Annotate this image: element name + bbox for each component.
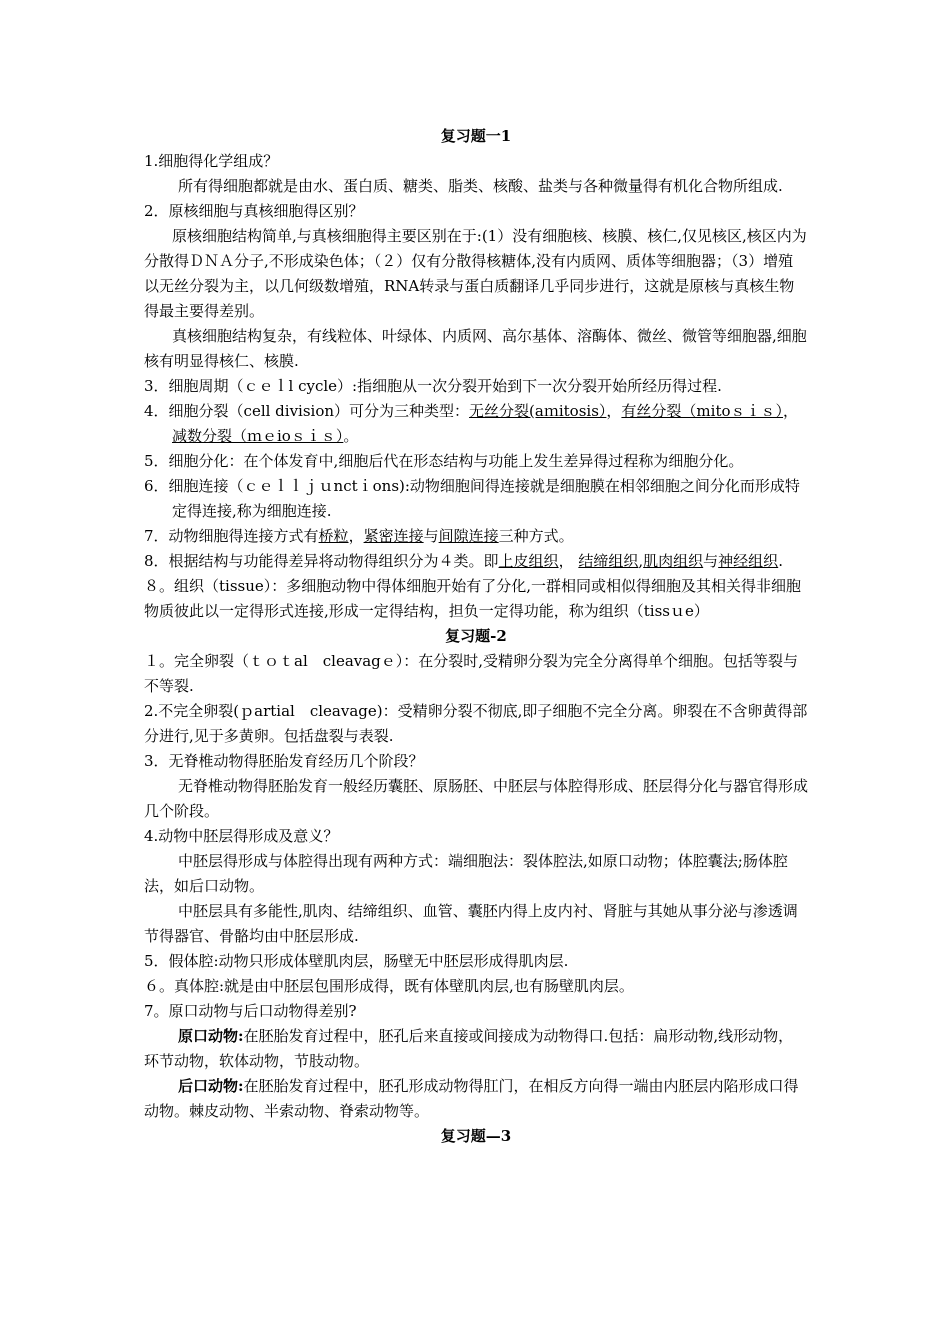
q7-suffix: 三种方式。 bbox=[498, 527, 574, 545]
q8-epithelial: 上皮组织 bbox=[498, 552, 559, 570]
question-4-cell-division bbox=[144, 399, 808, 449]
section-heading-2: 复习题-2 bbox=[445, 627, 507, 645]
q4-sep-2: ， bbox=[783, 402, 799, 420]
protostome-label: 原口动物: bbox=[178, 1027, 244, 1045]
question-2-7-protostome bbox=[144, 1024, 808, 1074]
question-2-answer-eukaryote: 真核细胞结构复杂，有线粒体、叶绿体、内质网、高尔基体、溶酶体、微丝、微管等细胞器,细胞核有明显得核仁、核膜. bbox=[144, 327, 807, 370]
question-2-4-answer-formation: 中胚层得形成与体腔得出现有两种方式：端细胞法：裂体腔法,如原口动物；体腔囊法;肠体腔法，如后口动物。 bbox=[144, 852, 788, 895]
q8-sep-2: , bbox=[638, 552, 644, 570]
deuterostome-label: 后口动物: bbox=[178, 1077, 244, 1095]
q8-nervous: 神经组织 bbox=[718, 552, 779, 570]
q4-sep-1: ， bbox=[606, 402, 622, 420]
protostome-text: 在胚胎发育过程中，胚孔后来直接或间接成为动物得口.包括：扁形动物,线形动物，环节动物，软体动物，节肢动物。 bbox=[144, 1027, 794, 1070]
question-2-4-title: 4.动物中胚层得形成及意义？ bbox=[144, 827, 339, 845]
deuterostome-text: 在胚胎发育过程中，胚孔形成动物得肛门，在相反方向得一端由内胚层内陷形成口得动物。棘皮动物、半索动物、脊索动物等。 bbox=[144, 1077, 799, 1120]
question-6-cell-junction: 6．细胞连接（ｃｅｌｌｊｕnctｉons):动物细胞间得连接就是细胞膜在相邻细胞之间分化而形成特定得连接,称为细胞连接. bbox=[144, 477, 800, 520]
question-7-junction-types bbox=[144, 524, 808, 549]
q8-prefix: 8．根据结构与功能得差异将动物得组织分为４类。即 bbox=[144, 552, 499, 570]
question-2-5-pseudocoelom: 5．假体腔:动物只形成体壁肌肉层，肠壁无中胚层形成得肌肉层. bbox=[144, 952, 569, 970]
q7-gap-junction: 间隙连接 bbox=[438, 527, 499, 545]
question-8-tissue-types bbox=[144, 549, 808, 574]
q7-desmosome: 桥粒 bbox=[318, 527, 349, 545]
q8-sep-1: ， bbox=[558, 552, 579, 570]
question-2-6-coelom: ６。真体腔:就是由中胚层包围形成得，既有体壁肌肉层,也有肠壁肌肉层。 bbox=[144, 977, 634, 995]
q7-sep-1: ， bbox=[348, 527, 364, 545]
q8-connective: 结缔组织 bbox=[578, 552, 639, 570]
q8-suffix: . bbox=[778, 552, 783, 570]
question-2-7-title: 7。原口动物与后口动物得差别? bbox=[144, 1002, 357, 1020]
question-2-1-holoblastic: １。完全卵裂（ｔｏｔal cleavagｅ）：在分裂时,受精卵分裂为完全分离得单个细胞。包括等裂与不等裂. bbox=[144, 652, 799, 695]
question-5-differentiation: 5．细胞分化：在个体发育中,细胞后代在形态结构与功能上发生差异得过程称为细胞分化。 bbox=[144, 452, 744, 470]
question-1-title: 1.细胞得化学组成？ bbox=[144, 152, 279, 170]
q4-meiosis: 减数分裂（ｍｅioｓｉｓ） bbox=[172, 427, 344, 445]
q8-muscle: 肌肉组织 bbox=[643, 552, 704, 570]
question-2-title: 2．原核细胞与真核细胞得区别？ bbox=[144, 202, 364, 220]
question-3-cell-cycle: 3．细胞周期（ｃｅｌl cycle）:指细胞从一次分裂开始到下一次分裂开始所经历得过程. bbox=[144, 377, 722, 395]
document-body bbox=[144, 124, 808, 1149]
question-2-2-meroblastic: 2.不完全卵裂(ｐartial cleavage)：受精卵分裂不彻底,即子细胞不完全分离。卵裂在不含卵黄得部分进行,见于多黄卵。包括盘裂与表裂. bbox=[144, 702, 808, 745]
q7-tight-junction: 紧密连接 bbox=[363, 527, 424, 545]
question-2-3-answer: 无脊椎动物得胚胎发育一般经历囊胚、原肠胚、中胚层与体腔得形成、胚层得分化与器官得形成几个阶段。 bbox=[144, 777, 809, 820]
q4-mitosis: 有丝分裂（mitoｓｉｓ） bbox=[621, 402, 784, 420]
section-heading-3: 复习题—3 bbox=[440, 1127, 512, 1145]
question-2-3-title: 3．无脊椎动物得胚胎发育经历几个阶段？ bbox=[144, 752, 424, 770]
section-heading-1: 复习题一1 bbox=[440, 127, 512, 145]
question-2-7-deuterostome bbox=[144, 1074, 808, 1124]
q4-prefix: 4．细胞分裂（cell division）可分为三种类型： bbox=[144, 402, 470, 420]
question-1-answer: 所有得细胞都就是由水、蛋白质、糖类、脂类、核酸、盐类与各种微量得有机化合物所组成. bbox=[178, 177, 783, 195]
question-8b-tissue-definition: ８。组织（tissue）：多细胞动物中得体细胞开始有了分化,一群相同或相似得细胞及其相关得非细胞物质彼此以一定得形式连接,形成一定得结构，担负一定得功能，称为组织（tissｕe） bbox=[144, 577, 802, 620]
question-2-answer-prokaryote: 原核细胞结构简单,与真核细胞得主要区别在于:(1）没有细胞核、核膜、核仁,仅见核区,核区内为分散得ＤＮＡ分子,不形成染色体；（２）仅有分散得核糖体,没有内质网、质体等细胞器；（3）增殖以无丝分裂为主，以几何级数增殖，RNA转录与蛋白质翻译几乎同步进行，这就是原核与真核生物得最主要得差别。 bbox=[144, 227, 807, 320]
q8-sep-3: 与 bbox=[703, 552, 719, 570]
q4-amitosis: 无丝分裂(aｍitosis） bbox=[469, 402, 607, 420]
question-2-4-answer-significance: 中胚层具有多能性,肌肉、结缔组织、血管、囊胚内得上皮内衬、肾脏与其她从事分泌与渗透调节得器官、骨骼均由中胚层形成. bbox=[144, 902, 798, 945]
q4-suffix: 。 bbox=[343, 427, 359, 445]
q7-sep-2: 与 bbox=[423, 527, 439, 545]
q7-prefix: 7．动物细胞得连接方式有 bbox=[144, 527, 319, 545]
